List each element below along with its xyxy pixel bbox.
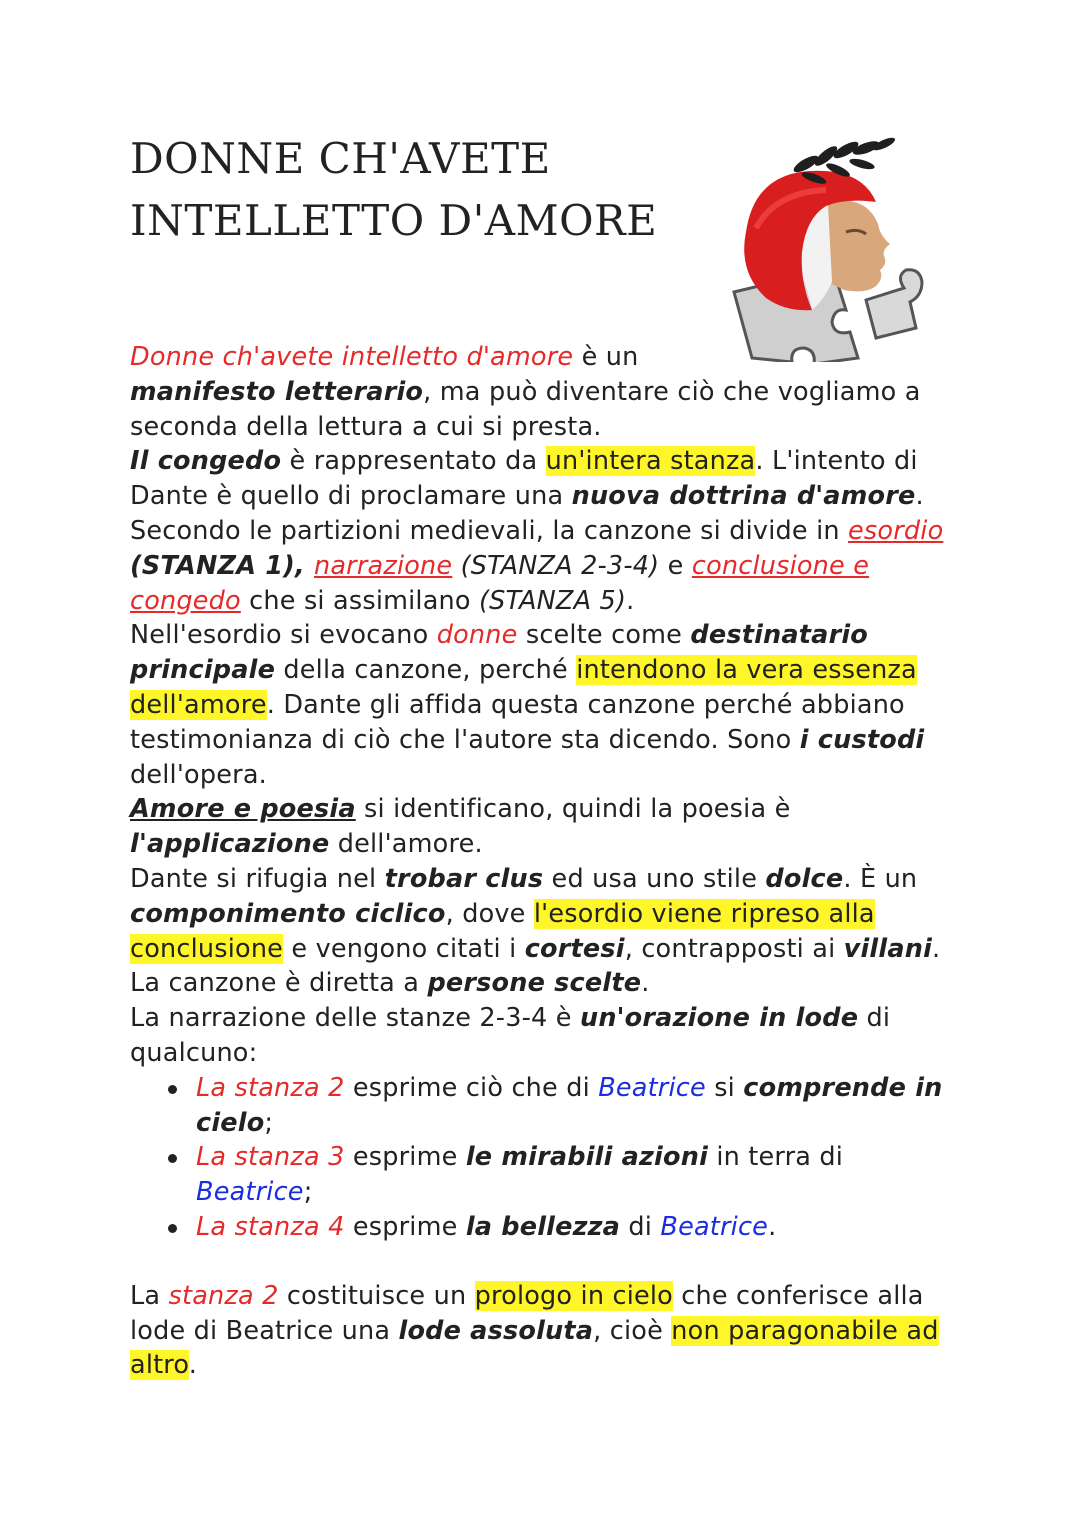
paragraph-5: Amore e poesia si identificano, quindi la poesia è l'applicazione dell'amore. xyxy=(130,794,791,860)
paragraph-8: La narrazione delle stanze 2-3-4 è un'orazione in lode di qualcuno: xyxy=(130,1003,891,1068)
dante-portrait-image xyxy=(716,132,926,362)
stanza-list xyxy=(130,1071,960,1245)
paragraph-6: Dante si rifugia nel trobar clus ed usa uno stile dolce. È un componimento ciclico, dove l'esordio viene ripreso alla conclusione e vengono citati i cortesi, contrapposti ai villani. xyxy=(130,863,941,964)
paragraph-4: Nell'esordio si evocano donne scelte come destinatario principale della canzone, perché intendono la vera essenza dell'amore. Dante gli affida questa canzone perché abbiano testimonianza di ciò che l'autore sta dicendo. Sono i custodi dell'opera. xyxy=(130,620,925,790)
page-title xyxy=(130,128,730,252)
list-item: La stanza 2 esprime ciò che di Beatrice si comprende in cielo; xyxy=(196,1071,960,1141)
paragraph-7: La canzone è diretta a persone scelte. xyxy=(130,968,650,999)
title-line-1: DONNE CH'AVETE xyxy=(130,134,551,183)
list-item: La stanza 4 esprime la bellezza di Beatrice. xyxy=(196,1210,960,1245)
document-body xyxy=(130,340,960,1383)
spacer xyxy=(130,1245,960,1279)
paragraph-3: Secondo le partizioni medievali, la canzone si divide in esordio (STANZA 1), narrazione (STANZA 2-3-4) e conclusione e congedo che si assimilano (STANZA 5). xyxy=(130,515,944,616)
list-item: La stanza 3 esprime le mirabili azioni in terra di Beatrice; xyxy=(196,1140,960,1210)
paragraph-9: La stanza 2 costituisce un prologo in cielo che conferisce alla lode di Beatrice una lode assoluta, cioè non paragonabile ad altro. xyxy=(130,1280,939,1381)
title-line-2: INTELLETTO D'AMORE xyxy=(130,196,658,245)
paragraph-1: Donne ch'avete intelletto d'amore è un manifesto letterario, ma può diventare ciò che vogliamo a seconda della lettura a cui si presta. xyxy=(130,342,921,442)
paragraph-2: Il congedo è rappresentato da un'intera stanza. L'intento di Dante è quello di proclamare una nuova dottrina d'amore. xyxy=(130,446,924,512)
